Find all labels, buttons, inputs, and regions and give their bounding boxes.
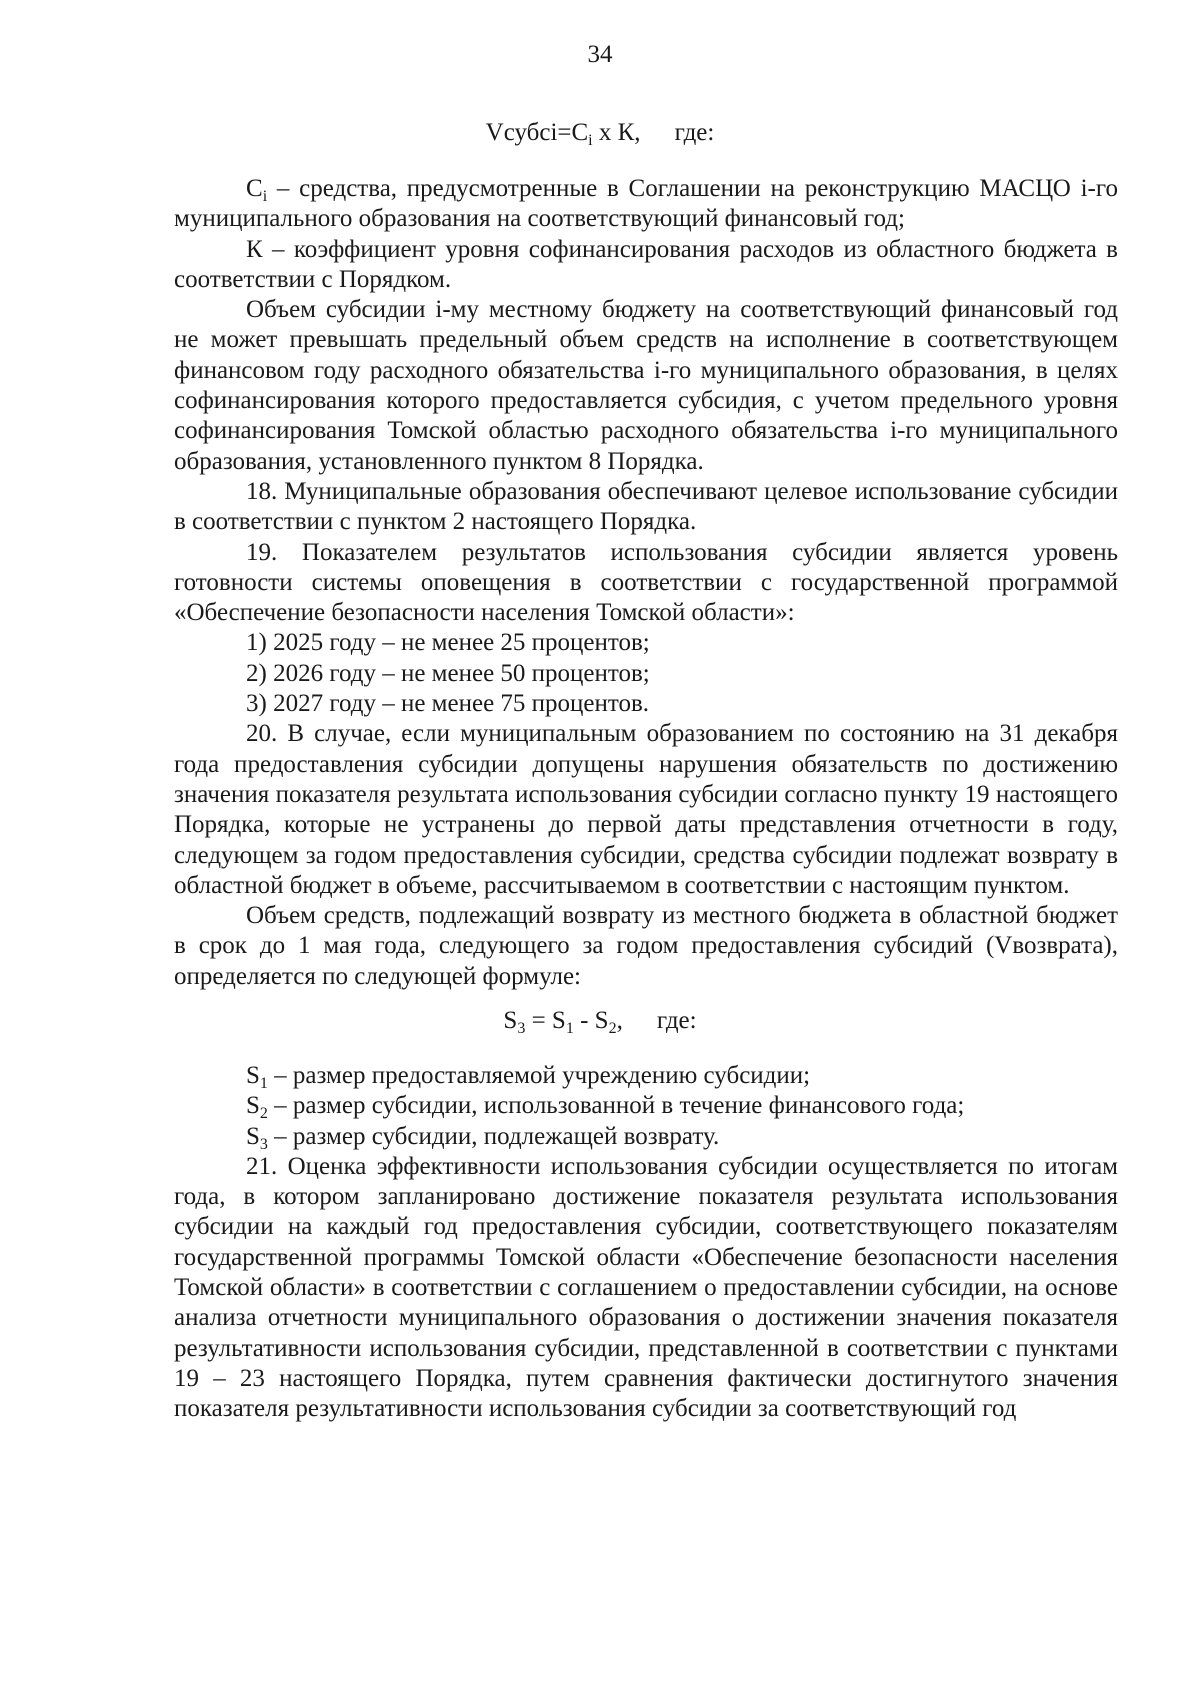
formula-s3: S [503, 1007, 518, 1034]
formula-subscript: i [588, 132, 593, 149]
definition-s3 [174, 1122, 1118, 1152]
list-item: 1) 2025 году – не менее 25 процентов; [246, 629, 650, 657]
formula-minus-s2: - S [573, 1007, 609, 1034]
s3-text: – размер субсидии, подлежащей возврату. [267, 1122, 720, 1150]
formula-right: х К, [592, 119, 641, 146]
formula-comma: , [616, 1007, 623, 1034]
return-formula [0, 1006, 1200, 1036]
formula-left: Vсубсi=С [485, 119, 589, 146]
paragraph-21: 21. Оценка эффективности использования субсидии осуществляется по итогам года, в котором запланировано достижение показателя результата использования субсидии на каждый год предоставления субсидии, соответствующего показателям государственной программы Томской области «Обеспечение безопасности населения Томской области» в соответствии с соглашением о предоставлении субсидии, на основе анализа отчетности муниципального образования о достижении значения показателя результативности использования субсидии, представленной в соответствии с пунктами 19 – 23 настоящего Порядка, путем сравнения фактически достигнутого значения показателя результативности использования субсидии за соответствующий год [174, 1152, 1118, 1423]
s2-symbol: S [246, 1092, 260, 1120]
list-item: 2) 2026 году – не менее 50 процентов; [246, 659, 650, 687]
s1-symbol: S [246, 1062, 260, 1089]
s2-text: – размер субсидии, использованной в течение финансового года; [267, 1092, 965, 1120]
page-number: 34 [587, 41, 613, 68]
formula-where: где: [674, 119, 715, 146]
ci-symbol: С [246, 175, 263, 202]
s3-subscript: 3 [259, 1135, 268, 1153]
paragraph-20: 20. В случае, если муниципальным образованием по состоянию на 31 декабря года предоставления субсидии допущены нарушения обязательств по достижению значения показателя результата использования субсидии согласно пункту 19 настоящего Порядка, которые не устранены до первой даты представления отчетности в году, следующем за годом предоставления субсидии, средства субсидии подлежат возврату в областной бюджет в объеме, рассчитываемом в соответствии с настоящим пунктом. [174, 720, 1118, 899]
paragraph-19: 19. Показателем результатов использования субсидии является уровень готовности системы оповещения в соответствии с государственной программой «Обеспечение безопасности населения Томской области»: [174, 538, 1118, 627]
formula-eq-s1: = S [525, 1007, 566, 1034]
s1-text: – размер предоставляемой учреждению субсидии; [267, 1062, 811, 1089]
paragraph-18: 18. Муниципальные образования обеспечивают целевое использование субсидии в соответствии с пунктом 2 настоящего Порядка. [174, 477, 1118, 536]
list-item: 3) 2027 году – не менее 75 процентов. [246, 690, 650, 718]
s1-subscript: 1 [259, 1075, 268, 1092]
formula-s3-subscript: 3 [517, 1020, 526, 1037]
s2-subscript: 2 [259, 1105, 268, 1123]
formula-where: где: [656, 1007, 697, 1034]
subsidy-formula [0, 118, 1200, 148]
text-block-2 [174, 1061, 1118, 1425]
text-block-1 [174, 174, 1118, 992]
s3-symbol: S [246, 1122, 260, 1150]
definition-ci [174, 174, 1118, 235]
formula-s2-subscript: 2 [608, 1020, 617, 1037]
definition-s1 [174, 1061, 1118, 1091]
formula-s1-subscript: 1 [565, 1020, 574, 1037]
definition-s2 [174, 1091, 1118, 1121]
ci-text: – средства, предусмотренные в Соглашении на реконструкцию МАСЦО i-го муниципального образования на соответствующий финансовый год; [174, 175, 1118, 233]
definition-k: К – коэффициент уровня софинансирования расходов из областного бюджета в соответствии с Порядком. [174, 235, 1118, 293]
paragraph-subsidy-volume: Объем субсидии i-му местному бюджету на соответствующий финансовый год не может превышать предельный объем средств на исполнение в соответствующем финансовом году расходного обязательства i-го муниципального образования, в целях софинансирования которого предоставляется субсидия, с учетом предельного уровня софинансирования Томской областью расходного обязательства i-го муниципального образования, установленного пунктом 8 Порядка. [174, 296, 1118, 475]
ci-subscript: i [262, 188, 268, 205]
paragraph-return-volume: Объем средств, подлежащий возврату из местного бюджета в областной бюджет в срок до 1 мая года, следующего за годом предоставления субсидий (Vвозврата), определяется по следующей формуле: [174, 902, 1118, 990]
